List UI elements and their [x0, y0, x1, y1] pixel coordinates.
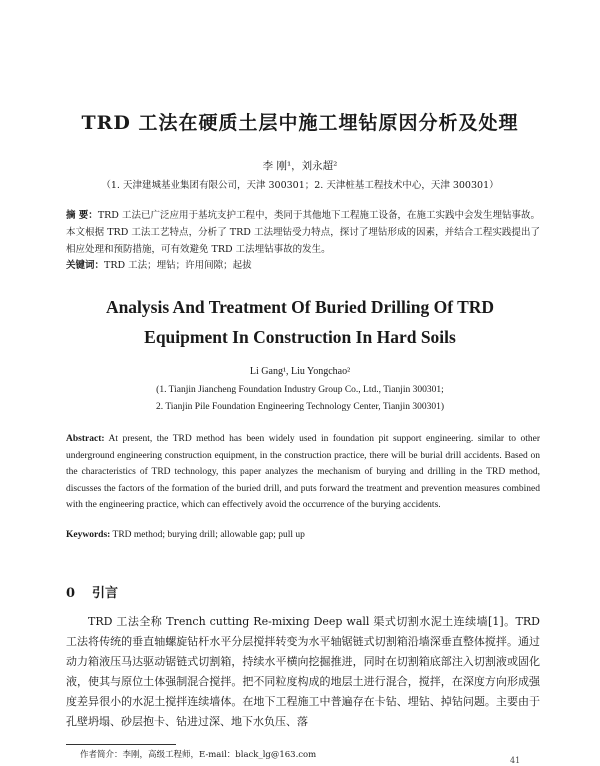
english-keywords-text: TRD method; burying drill; allowable gap; pull up [112, 530, 305, 540]
page-number: 41 [510, 756, 521, 765]
chinese-authors: 李 刚¹，刘永超² [262, 160, 338, 172]
chinese-keywords-label: 关键词： [66, 260, 105, 271]
chinese-abstract-label: 摘 要： [66, 210, 98, 221]
chinese-keywords [66, 257, 540, 274]
english-keywords-label: Keywords: [66, 530, 111, 540]
section-heading [66, 582, 118, 601]
english-affiliation [0, 382, 600, 416]
section-number: 0 [66, 586, 76, 601]
english-affiliation-line-1: (1. Tianjin Jiancheng Foundation Industry Group Co., Ltd., Tianjin 300301; [156, 385, 444, 395]
section-title: 引言 [92, 586, 119, 601]
chinese-abstract [66, 207, 540, 258]
english-title [0, 292, 600, 352]
english-keywords [66, 530, 540, 540]
english-title-line-2: Equipment In Construction In Hard Soils [144, 327, 456, 347]
english-affiliation-line-2: 2. Tianjin Pile Foundation Engineering Technology Center, Tianjin 300301) [156, 402, 444, 412]
english-abstract-text: At present, the TRD method has been widely used in foundation pit support engineering. similar to other underground engineering construction equipment, in the construction practice, there will be burial drill accidents. Based on the characteristics of TRD technology, this paper analyzes the mechanism of burying and drilling in the TRD method, discusses the factors of the formation of the buried drill, and puts forward the treatment and prevention measures combined with the engineering practice, which can effectively avoid the occurrence of the burying accidents. [66, 434, 540, 510]
footnote-divider [66, 744, 176, 745]
author-footnote: 作者简介：李刚，高级工程师，E-mail：black_lg@163.com [80, 750, 317, 760]
english-authors: Li Gang¹, Liu Yongchao² [249, 366, 351, 377]
body-paragraph: TRD 工法全称 Trench cutting Re-mixing Deep wall 渠式切割水泥土连续墙[1]。TRD 工法将传统的垂直轴螺旋钻杆水平分层搅拌转变为水平轴锯链式切割箱沿墙深垂直整体搅拌。通过动力箱液压马达驱动锯链式切割箱，持续水平横向挖掘推进，同时在切割箱底部注入切割液或固化液，使其与原位土体强制混合搅拌。把不同粒度构成的地层土进行混合，搅拌，在深度方向形成强度差异很小的水泥土搅拌连续墙体。在地下工程施工中普遍存在卡钻、埋钻、掉钻问题。主要由于孔壁坍塌、砂层抱卡、钻进过深、地下水负压、落 [66, 615, 540, 728]
chinese-title: TRD 工法在硬质土层中施工埋钻原因分析及处理 [81, 112, 519, 134]
chinese-keywords-text: TRD 工法；埋钻；许用间隙；起拔 [104, 260, 252, 271]
chinese-abstract-text: TRD 工法已广泛应用于基坑支护工程中，类同于其他地下工程施工设备，在施工实践中会发生埋钻事故。本文根据 TRD 工法工艺特点，分析了 TRD 工法埋钻受力特点，探讨了埋钻形成的因素，并结合工程实践提出了相应处理和预防措施，可有效避免 TRD 工法埋钻事故的发生。 [66, 210, 540, 255]
chinese-affiliation: （1. 天津建城基业集团有限公司，天津 300301；2. 天津桩基工程技术中心，天津 300301） [101, 180, 499, 191]
english-title-line-1: Analysis And Treatment Of Buried Drilling Of TRD [105, 297, 495, 317]
body-text [66, 612, 540, 732]
english-abstract-label: Abstract: [66, 434, 105, 444]
english-abstract [66, 431, 540, 514]
